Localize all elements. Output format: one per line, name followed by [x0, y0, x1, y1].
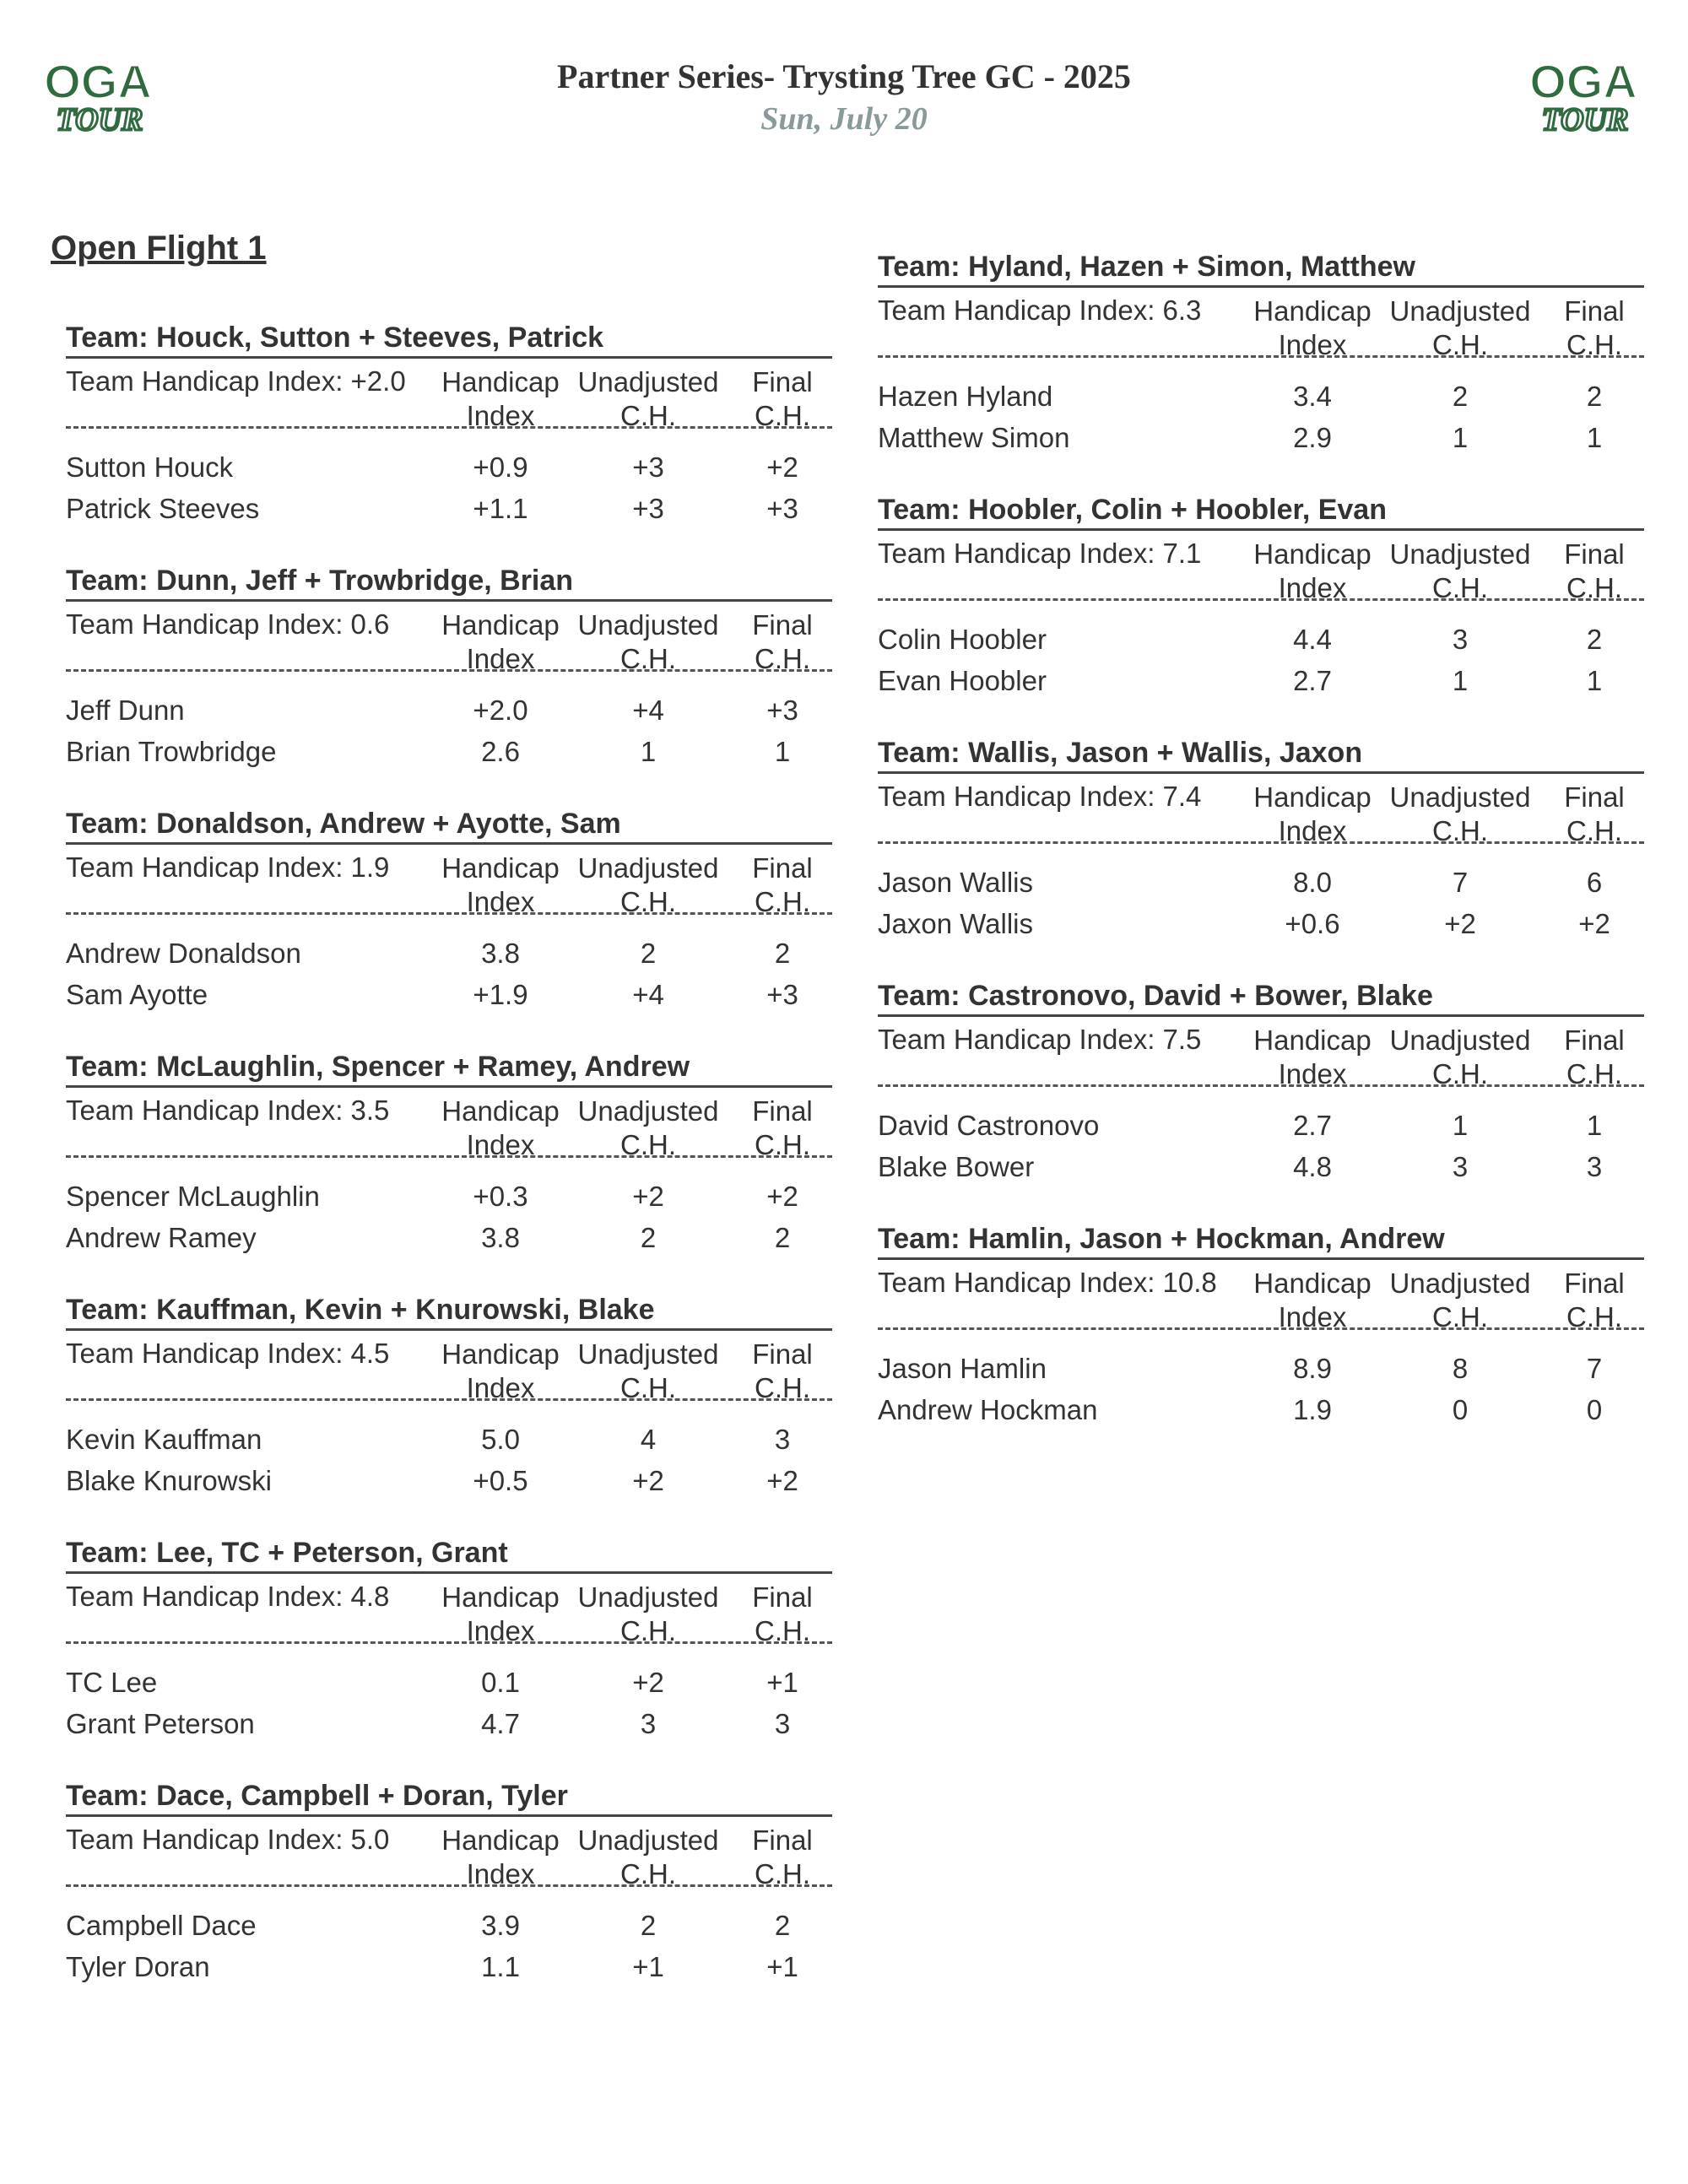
player-name: Blake Knurowski [66, 1465, 272, 1496]
team-handicap-index: Team Handicap Index: 7.1 [878, 538, 1202, 569]
col-handicap-index-header: Handicap Index [441, 1581, 560, 1646]
player-unadjusted-ch: +2 [632, 1181, 664, 1212]
player-handicap-index: 4.8 [1293, 1151, 1332, 1182]
logo-text-bottom: TOUR [56, 102, 143, 138]
team-block [66, 805, 832, 1048]
player-handicap-index: 8.0 [1293, 867, 1332, 898]
team-handicap-index: Team Handicap Index: 4.5 [66, 1338, 390, 1369]
player-handicap-index: +0.6 [1285, 908, 1340, 939]
player-handicap-index: 5.0 [481, 1424, 520, 1455]
player-name: Hazen Hyland [878, 381, 1053, 412]
col-final-ch-header: Final C.H. [752, 852, 813, 917]
player-unadjusted-ch: 1 [1452, 665, 1469, 696]
player-row [878, 903, 1644, 944]
player-unadjusted-ch: 2 [640, 1910, 657, 1941]
player-final-ch: 3 [774, 1708, 791, 1739]
col-handicap-index-header: Handicap Index [1253, 1024, 1372, 1089]
player-row [878, 1105, 1644, 1146]
player-handicap-index: 8.9 [1293, 1353, 1332, 1384]
player-handicap-index: 1.1 [481, 1951, 520, 1982]
team-handicap-index: Team Handicap Index: 3.5 [66, 1095, 390, 1126]
player-final-ch: +2 [766, 451, 798, 483]
player-unadjusted-ch: 8 [1452, 1353, 1469, 1384]
player-handicap-index: +0.9 [473, 451, 528, 483]
logo-text-top: OGA [1529, 56, 1637, 108]
player-unadjusted-ch: +2 [632, 1465, 664, 1496]
team-header-row [66, 1817, 832, 1887]
player-final-ch: +2 [766, 1181, 798, 1212]
player-name: Kevin Kauffman [66, 1424, 262, 1455]
document-header [338, 56, 1350, 140]
player-row [66, 1905, 832, 1946]
event-date: Sun, July 20 [760, 101, 928, 137]
player-name: Tyler Doran [66, 1951, 210, 1982]
player-name: Matthew Simon [878, 422, 1070, 453]
col-unadjusted-ch-header: Unadjusted C.H. [1389, 781, 1531, 846]
player-row [878, 1389, 1644, 1430]
player-row [66, 1176, 832, 1217]
player-name: Jaxon Wallis [878, 908, 1033, 939]
player-unadjusted-ch: 1 [640, 736, 657, 767]
col-unadjusted-ch-header: Unadjusted C.H. [577, 1338, 719, 1403]
oga-tour-logo [39, 56, 157, 140]
player-name: Evan Hoobler [878, 665, 1047, 696]
player-final-ch: +1 [766, 1951, 798, 1982]
player-name: Patrick Steeves [66, 493, 260, 524]
col-final-ch-header: Final C.H. [1564, 1268, 1625, 1333]
player-name: Spencer McLaughlin [66, 1181, 320, 1212]
player-name: David Castronovo [878, 1110, 1100, 1141]
player-name: Brian Trowbridge [66, 736, 277, 767]
player-handicap-index: 2.6 [481, 736, 520, 767]
col-final-ch-header: Final C.H. [752, 1338, 813, 1403]
player-name: Andrew Hockman [878, 1394, 1098, 1425]
col-handicap-index-header: Handicap Index [441, 1338, 560, 1403]
player-name: Blake Bower [878, 1151, 1035, 1182]
team-header-row [66, 602, 832, 672]
player-name: Jason Hamlin [878, 1353, 1047, 1384]
player-final-ch: 2 [1586, 381, 1603, 412]
player-name: Sam Ayotte [66, 979, 208, 1010]
team-name: Team: Kauffman, Kevin + Knurowski, Blake [66, 1291, 832, 1331]
team-handicap-index: Team Handicap Index: 1.9 [66, 851, 390, 883]
col-unadjusted-ch-header: Unadjusted C.H. [577, 366, 719, 431]
player-handicap-index: 4.7 [481, 1708, 520, 1739]
player-unadjusted-ch: 3 [640, 1708, 657, 1739]
col-handicap-index-header: Handicap Index [441, 609, 560, 674]
col-final-ch-header: Final C.H. [752, 1581, 813, 1646]
player-unadjusted-ch: 7 [1452, 867, 1469, 898]
player-row [878, 376, 1644, 417]
col-unadjusted-ch-header: Unadjusted C.H. [577, 1825, 719, 1889]
player-name: Jason Wallis [878, 867, 1033, 898]
col-unadjusted-ch-header: Unadjusted C.H. [1389, 1268, 1531, 1333]
player-name: Andrew Ramey [66, 1222, 257, 1253]
player-handicap-index: 2.7 [1293, 665, 1332, 696]
team-block [66, 562, 832, 805]
player-row [66, 731, 832, 772]
player-final-ch: 2 [774, 1222, 791, 1253]
team-block [878, 977, 1644, 1220]
player-name: TC Lee [66, 1667, 158, 1698]
col-handicap-index-header: Handicap Index [441, 366, 560, 431]
player-unadjusted-ch: +2 [632, 1667, 664, 1698]
player-name: Colin Hoobler [878, 624, 1047, 655]
player-unadjusted-ch: 1 [1452, 1110, 1469, 1141]
col-final-ch-header: Final C.H. [1564, 538, 1625, 603]
col-handicap-index-header: Handicap Index [1253, 295, 1372, 360]
col-unadjusted-ch-header: Unadjusted C.H. [577, 1095, 719, 1160]
player-final-ch: 0 [1586, 1394, 1603, 1425]
team-header-row [878, 1260, 1644, 1333]
team-handicap-index: Team Handicap Index: 0.6 [66, 608, 390, 640]
team-name: Team: Houck, Sutton + Steeves, Patrick [66, 319, 832, 359]
col-unadjusted-ch-header: Unadjusted C.H. [1389, 1024, 1531, 1089]
team-name: Team: Hyland, Hazen + Simon, Matthew [878, 248, 1644, 288]
team-handicap-index: Team Handicap Index: +2.0 [66, 365, 406, 397]
player-final-ch: +3 [766, 979, 798, 1010]
team-header-row [66, 1331, 832, 1401]
player-final-ch: +3 [766, 695, 798, 726]
team-block [878, 491, 1644, 734]
player-handicap-index: 3.8 [481, 938, 520, 969]
player-name: Andrew Donaldson [66, 938, 301, 969]
col-handicap-index-header: Handicap Index [441, 1095, 560, 1160]
player-row [66, 1703, 832, 1744]
col-final-ch-header: Final C.H. [752, 366, 813, 431]
player-row [66, 689, 832, 731]
player-row [66, 446, 832, 488]
player-final-ch: 1 [1586, 1110, 1603, 1141]
player-unadjusted-ch: +3 [632, 451, 664, 483]
player-final-ch: 1 [774, 736, 791, 767]
player-row [66, 1460, 832, 1501]
team-block [878, 248, 1644, 491]
team-handicap-index: Team Handicap Index: 7.5 [878, 1024, 1202, 1055]
team-block [878, 1220, 1644, 1463]
player-final-ch: +3 [766, 493, 798, 524]
team-handicap-index: Team Handicap Index: 5.0 [66, 1824, 390, 1855]
player-name: Jeff Dunn [66, 695, 185, 726]
col-final-ch-header: Final C.H. [752, 1825, 813, 1889]
player-handicap-index: +0.5 [473, 1465, 528, 1496]
player-unadjusted-ch: 2 [1452, 381, 1469, 412]
player-final-ch: +1 [766, 1667, 798, 1698]
col-final-ch-header: Final C.H. [752, 1095, 813, 1160]
player-row [66, 488, 832, 529]
col-handicap-index-header: Handicap Index [1253, 781, 1372, 846]
player-unadjusted-ch: 4 [640, 1424, 657, 1455]
team-handicap-index: Team Handicap Index: 10.8 [878, 1267, 1217, 1298]
player-name: Grant Peterson [66, 1708, 255, 1739]
player-unadjusted-ch: +4 [632, 695, 664, 726]
player-unadjusted-ch: 0 [1452, 1394, 1469, 1425]
col-handicap-index-header: Handicap Index [1253, 1268, 1372, 1333]
player-row [66, 1217, 832, 1258]
logo-text-bottom: TOUR [1541, 102, 1629, 138]
player-unadjusted-ch: 2 [640, 938, 657, 969]
player-handicap-index: 0.1 [481, 1667, 520, 1698]
col-handicap-index-header: Handicap Index [1253, 538, 1372, 603]
team-name: Team: Castronovo, David + Bower, Blake [878, 977, 1644, 1017]
team-name: Team: Lee, TC + Peterson, Grant [66, 1534, 832, 1574]
player-final-ch: +2 [766, 1465, 798, 1496]
col-final-ch-header: Final C.H. [1564, 781, 1625, 846]
logo-text-top: OGA [44, 56, 152, 108]
player-unadjusted-ch: 3 [1452, 1151, 1469, 1182]
player-final-ch: 6 [1586, 867, 1603, 898]
player-final-ch: 2 [774, 1910, 791, 1941]
player-row [66, 1662, 832, 1703]
player-unadjusted-ch: 2 [640, 1222, 657, 1253]
player-row [878, 417, 1644, 458]
team-block [66, 1777, 832, 2020]
player-final-ch: 1 [1586, 665, 1603, 696]
player-final-ch: 1 [1586, 422, 1603, 453]
team-block [66, 1291, 832, 1534]
team-name: Team: McLaughlin, Spencer + Ramey, Andrew [66, 1048, 832, 1088]
team-handicap-index: Team Handicap Index: 7.4 [878, 781, 1202, 812]
player-unadjusted-ch: +3 [632, 493, 664, 524]
player-row [878, 1348, 1644, 1389]
right-column [878, 248, 1644, 1463]
col-unadjusted-ch-header: Unadjusted C.H. [1389, 295, 1531, 360]
event-title: Partner Series- Trysting Tree GC - 2025 [557, 57, 1131, 95]
team-header-row [66, 1574, 832, 1644]
player-row [66, 974, 832, 1015]
player-row [878, 862, 1644, 903]
player-handicap-index: 3.9 [481, 1910, 520, 1941]
player-unadjusted-ch: 3 [1452, 624, 1469, 655]
player-unadjusted-ch: 1 [1452, 422, 1469, 453]
col-unadjusted-ch-header: Unadjusted C.H. [577, 609, 719, 674]
player-row [66, 1419, 832, 1460]
player-handicap-index: 2.7 [1293, 1110, 1332, 1141]
team-block [66, 1534, 832, 1777]
team-block [878, 734, 1644, 977]
player-handicap-index: 2.9 [1293, 422, 1332, 453]
player-row [66, 1946, 832, 1987]
team-name: Team: Wallis, Jason + Wallis, Jaxon [878, 734, 1644, 774]
team-name: Team: Hamlin, Jason + Hockman, Andrew [878, 1220, 1644, 1260]
col-unadjusted-ch-header: Unadjusted C.H. [1389, 538, 1531, 603]
col-handicap-index-header: Handicap Index [441, 1825, 560, 1889]
player-handicap-index: +0.3 [473, 1181, 528, 1212]
team-header-row [66, 845, 832, 915]
oga-tour-logo [1524, 56, 1642, 140]
player-row [878, 660, 1644, 701]
player-name: Campbell Dace [66, 1910, 257, 1941]
player-handicap-index: 1.9 [1293, 1394, 1332, 1425]
team-name: Team: Dunn, Jeff + Trowbridge, Brian [66, 562, 832, 602]
player-row [878, 619, 1644, 660]
player-final-ch: 3 [1586, 1151, 1603, 1182]
player-name: Sutton Houck [66, 451, 234, 483]
team-name: Team: Dace, Campbell + Doran, Tyler [66, 1777, 832, 1817]
player-handicap-index: +1.9 [473, 979, 528, 1010]
team-header-row [878, 774, 1644, 844]
player-final-ch: 3 [774, 1424, 791, 1455]
player-handicap-index: 4.4 [1293, 624, 1332, 655]
team-block [66, 319, 832, 562]
player-unadjusted-ch: +4 [632, 979, 664, 1010]
player-final-ch: 7 [1586, 1353, 1603, 1384]
team-block [66, 1048, 832, 1291]
player-unadjusted-ch: +2 [1444, 908, 1476, 939]
col-unadjusted-ch-header: Unadjusted C.H. [577, 852, 719, 917]
team-header-row [878, 1017, 1644, 1087]
col-unadjusted-ch-header: Unadjusted C.H. [577, 1581, 719, 1646]
team-name: Team: Hoobler, Colin + Hoobler, Evan [878, 491, 1644, 531]
player-handicap-index: 3.4 [1293, 381, 1332, 412]
team-header-row [66, 1088, 832, 1158]
player-final-ch: 2 [774, 938, 791, 969]
player-final-ch: 2 [1586, 624, 1603, 655]
col-final-ch-header: Final C.H. [1564, 1024, 1625, 1089]
player-row [878, 1146, 1644, 1187]
team-handicap-index: Team Handicap Index: 4.8 [66, 1581, 390, 1612]
flight-title: Open Flight 1 [51, 230, 267, 267]
player-final-ch: +2 [1578, 908, 1610, 939]
player-handicap-index: +2.0 [473, 695, 528, 726]
team-handicap-index: Team Handicap Index: 6.3 [878, 295, 1202, 326]
team-header-row [878, 531, 1644, 601]
team-header-row [878, 288, 1644, 358]
col-handicap-index-header: Handicap Index [441, 852, 560, 917]
team-header-row [66, 359, 832, 429]
col-final-ch-header: Final C.H. [1564, 295, 1625, 360]
team-name: Team: Donaldson, Andrew + Ayotte, Sam [66, 805, 832, 845]
player-handicap-index: +1.1 [473, 493, 528, 524]
player-handicap-index: 3.8 [481, 1222, 520, 1253]
col-final-ch-header: Final C.H. [752, 609, 813, 674]
left-column [66, 319, 832, 2020]
player-row [66, 933, 832, 974]
player-unadjusted-ch: +1 [632, 1951, 664, 1982]
